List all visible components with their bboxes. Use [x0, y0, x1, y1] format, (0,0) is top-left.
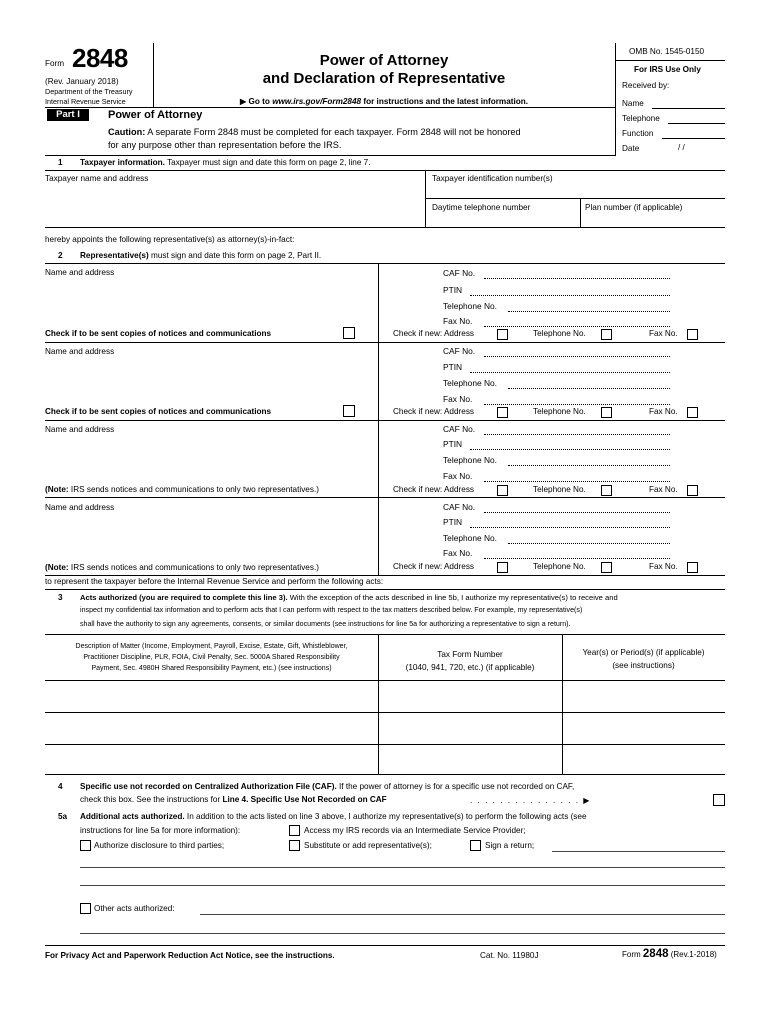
irs-date-label: Date — [622, 144, 640, 153]
rep-name-address-label: Name and address — [45, 425, 115, 434]
access-records-label: Access my IRS records via an Intermediate Service Provider; — [304, 826, 526, 835]
ptin-input[interactable] — [470, 295, 670, 296]
privacy-notice: For Privacy Act and Paperwork Reduction Act Notice, see the instructions. — [45, 951, 335, 960]
additional-acts-line-1[interactable] — [80, 867, 725, 868]
fax-label: Fax No. — [443, 394, 473, 404]
omb-number: OMB No. 1545-0150 — [629, 47, 705, 56]
taxpayer-tin-label: Taxpayer identification number(s) — [432, 174, 553, 183]
instructions-link-line: ▶ Go to www.irs.gov/Form2848 for instructions and the latest information. — [239, 97, 529, 106]
taxpayer-name-address-label: Taxpayer name and address — [45, 174, 149, 183]
caf-input[interactable] — [484, 512, 670, 513]
acts-row-2[interactable] — [45, 744, 725, 745]
line-4-text-2: check this box. See the instructions for Line 4. Specific Use Not Recorded on CAF — [80, 795, 387, 804]
form-number: 2848 — [72, 43, 128, 73]
other-acts-input-1[interactable] — [200, 914, 725, 915]
sign-return-label: Sign a return; — [485, 841, 535, 850]
disclosure-checkbox[interactable] — [80, 840, 91, 851]
fax-input[interactable] — [484, 326, 670, 327]
form-title-line2: and Declaration of Representative — [262, 70, 506, 87]
new-telephone-checkbox[interactable] — [601, 485, 612, 496]
line-4-leader: . . . . . . . . . . . . . . . ▶ — [470, 796, 592, 805]
irs-date-slashes: / / — [678, 143, 685, 152]
access-records-checkbox[interactable] — [289, 825, 300, 836]
new-address-checkbox[interactable] — [497, 485, 508, 496]
agency: Internal Revenue Service — [45, 97, 126, 106]
line-3-number: 3 — [58, 593, 63, 602]
caution-line-2: for any purpose other than representation before the IRS. — [108, 140, 342, 150]
copies-checkbox[interactable] — [343, 327, 355, 339]
sign-return-checkbox[interactable] — [470, 840, 481, 851]
col-years-header: Year(s) or Period(s) (if applicable) (see instructions) — [582, 648, 705, 670]
received-by: Received by: — [622, 81, 670, 90]
telephone-input[interactable] — [508, 543, 670, 544]
irs-function-label: Function — [622, 129, 654, 138]
ptin-label: PTIN — [443, 439, 463, 449]
disclosure-label: Authorize disclosure to third parties; — [94, 841, 225, 850]
footer-form-id: Form 2848 (Rev.1-2018) — [622, 948, 717, 960]
fax-label: Fax No. — [443, 316, 473, 326]
col-tax-form-header: Tax Form Number (1040, 941, 720, etc.) (if applicable) — [405, 650, 535, 672]
ptin-label: PTIN — [443, 362, 463, 372]
line-5a-number: 5a — [58, 812, 68, 821]
rep-name-address-label: Name and address — [45, 503, 115, 512]
ptin-label: PTIN — [443, 285, 463, 295]
new-fax-checkbox[interactable] — [687, 485, 698, 496]
col-description-header: Description of Matter (Income, Employment, Payroll, Excise, Estate, Gift, Whistleblower, Practitioner Discipline, PLR, FOIA, Civil Penalty, Sec. 5000A Shared Responsibility Payment, Sec. 4980H Shared Responsibility Payment, etc.) (see instructions) — [75, 643, 348, 672]
plan-number-label: Plan number (if applicable) — [585, 203, 683, 212]
form-title-line1: Power of Attorney — [319, 52, 449, 69]
telephone-label: Telephone No. — [443, 301, 498, 311]
rep-name-address-label: Name and address — [45, 268, 115, 277]
caution-line-1: Caution: A separate Form 2848 must be completed for each taxpayer. Form 2848 will not be honored — [108, 127, 521, 137]
ptin-input[interactable] — [470, 372, 670, 373]
fax-input[interactable] — [484, 481, 670, 482]
irs-use-only: For IRS Use Only — [634, 65, 701, 74]
telephone-input[interactable] — [508, 311, 670, 312]
new-telephone-checkbox[interactable] — [601, 329, 612, 340]
new-fax-label: Fax No. — [649, 485, 678, 494]
telephone-input[interactable] — [508, 465, 670, 466]
telephone-label: Telephone No. — [443, 455, 498, 465]
caf-input[interactable] — [484, 278, 670, 279]
copies-checkbox-label: Check if to be sent copies of notices and communications — [45, 407, 272, 416]
rep-name-address-label: Name and address — [45, 347, 115, 356]
new-fax-checkbox[interactable] — [687, 407, 698, 418]
part-1-label: Part I — [47, 109, 89, 121]
line-3-text-2: inspect my confidential tax information and to perform acts that I can perform with respect to the tax matters described below. For example, my representative(s) — [80, 606, 583, 614]
other-acts-checkbox[interactable] — [80, 903, 91, 914]
new-telephone-label: Telephone No. — [533, 485, 586, 494]
caf-input[interactable] — [484, 434, 670, 435]
new-fax-checkbox[interactable] — [687, 329, 698, 340]
line-5a-text-1: Additional acts authorized. In addition to the acts listed on line 3 above, I authorize my representative(s) to perform the following acts (see — [80, 812, 587, 821]
new-fax-label: Fax No. — [649, 562, 678, 571]
fax-label: Fax No. — [443, 548, 473, 558]
ptin-label: PTIN — [443, 517, 463, 527]
irs-name-label: Name — [622, 99, 644, 108]
other-acts-input-2[interactable] — [80, 933, 725, 934]
to-represent-text: to represent the taxpayer before the Internal Revenue Service and perform the following acts: — [45, 577, 384, 586]
fax-input[interactable] — [484, 558, 670, 559]
line-4-number: 4 — [58, 782, 63, 791]
line-5a-text-2: instructions for line 5a for more information): — [80, 826, 241, 835]
daytime-telephone-label: Daytime telephone number — [432, 203, 531, 212]
new-address-label: Check if new: Address — [393, 562, 475, 571]
form-word: Form — [45, 59, 65, 68]
telephone-input[interactable] — [508, 388, 670, 389]
two-reps-note: (Note: IRS sends notices and communications to only two representatives.) — [45, 485, 319, 494]
line-3-text-1: Acts authorized (you are required to complete this line 3). With the exception of the acts described in line 5b, I authorize my representative(s) to receive and — [80, 593, 618, 602]
caf-label: CAF No. — [443, 502, 476, 512]
two-reps-note: (Note: IRS sends notices and communications to only two representatives.) — [45, 563, 319, 572]
instructions-url[interactable]: www.irs.gov/Form2848 — [272, 97, 362, 106]
new-telephone-label: Telephone No. — [533, 407, 586, 416]
new-address-label: Check if new: Address — [393, 485, 475, 494]
line-3-text-3: shall have the authority to sign any agreements, consents, or similar documents (see instructions for line 5a for authorizing a representative to sign a return). — [80, 620, 571, 628]
copies-checkbox[interactable] — [343, 405, 355, 417]
new-address-label: Check if new: Address — [393, 329, 475, 338]
specific-use-checkbox[interactable] — [713, 794, 725, 806]
new-fax-label: Fax No. — [649, 329, 678, 338]
additional-acts-line-2[interactable] — [80, 885, 725, 886]
catalog-number: Cat. No. 11980J — [480, 951, 539, 960]
acts-row-1[interactable] — [45, 712, 725, 713]
sign-return-input[interactable] — [552, 851, 725, 852]
fax-input[interactable] — [484, 404, 670, 405]
new-telephone-label: Telephone No. — [533, 329, 586, 338]
ptin-input[interactable] — [470, 527, 670, 528]
irs-telephone-label: Telephone — [622, 114, 660, 123]
new-telephone-label: Telephone No. — [533, 562, 586, 571]
ptin-input[interactable] — [470, 449, 670, 450]
line-1-heading: Taxpayer information. Taxpayer must sign and date this form on page 2, line 7. — [80, 158, 371, 167]
acts-row-3[interactable] — [45, 774, 725, 775]
substitute-label: Substitute or add representative(s); — [304, 841, 432, 850]
department: Department of the Treasury — [45, 87, 133, 96]
new-address-checkbox[interactable] — [497, 329, 508, 340]
new-address-checkbox[interactable] — [497, 407, 508, 418]
other-acts-label: Other acts authorized: — [94, 904, 175, 913]
telephone-label: Telephone No. — [443, 533, 498, 543]
caf-label: CAF No. — [443, 346, 476, 356]
revision-date: (Rev. January 2018) — [45, 77, 119, 86]
telephone-label: Telephone No. — [443, 378, 498, 388]
copies-checkbox-label: Check if to be sent copies of notices and communications — [45, 329, 272, 338]
line-2-heading: Representative(s) must sign and date this form on page 2, Part II. — [80, 251, 322, 260]
part-1-title: Power of Attorney — [108, 109, 203, 121]
line-1-number: 1 — [58, 158, 63, 167]
line-4-text-1: Specific use not recorded on Centralized Authorization File (CAF). If the power of attorney is for a specific use not recorded on CAF, — [80, 782, 575, 791]
substitute-checkbox[interactable] — [289, 840, 300, 851]
appoints-text: hereby appoints the following representative(s) as attorney(s)-in-fact: — [45, 235, 295, 244]
line-2-number: 2 — [58, 251, 63, 260]
new-address-checkbox[interactable] — [497, 562, 508, 573]
fax-label: Fax No. — [443, 471, 473, 481]
new-fax-label: Fax No. — [649, 407, 678, 416]
new-telephone-checkbox[interactable] — [601, 562, 612, 573]
caf-label: CAF No. — [443, 424, 476, 434]
caf-input[interactable] — [484, 356, 670, 357]
new-telephone-checkbox[interactable] — [601, 407, 612, 418]
new-address-label: Check if new: Address — [393, 407, 475, 416]
caf-label: CAF No. — [443, 268, 476, 278]
new-fax-checkbox[interactable] — [687, 562, 698, 573]
